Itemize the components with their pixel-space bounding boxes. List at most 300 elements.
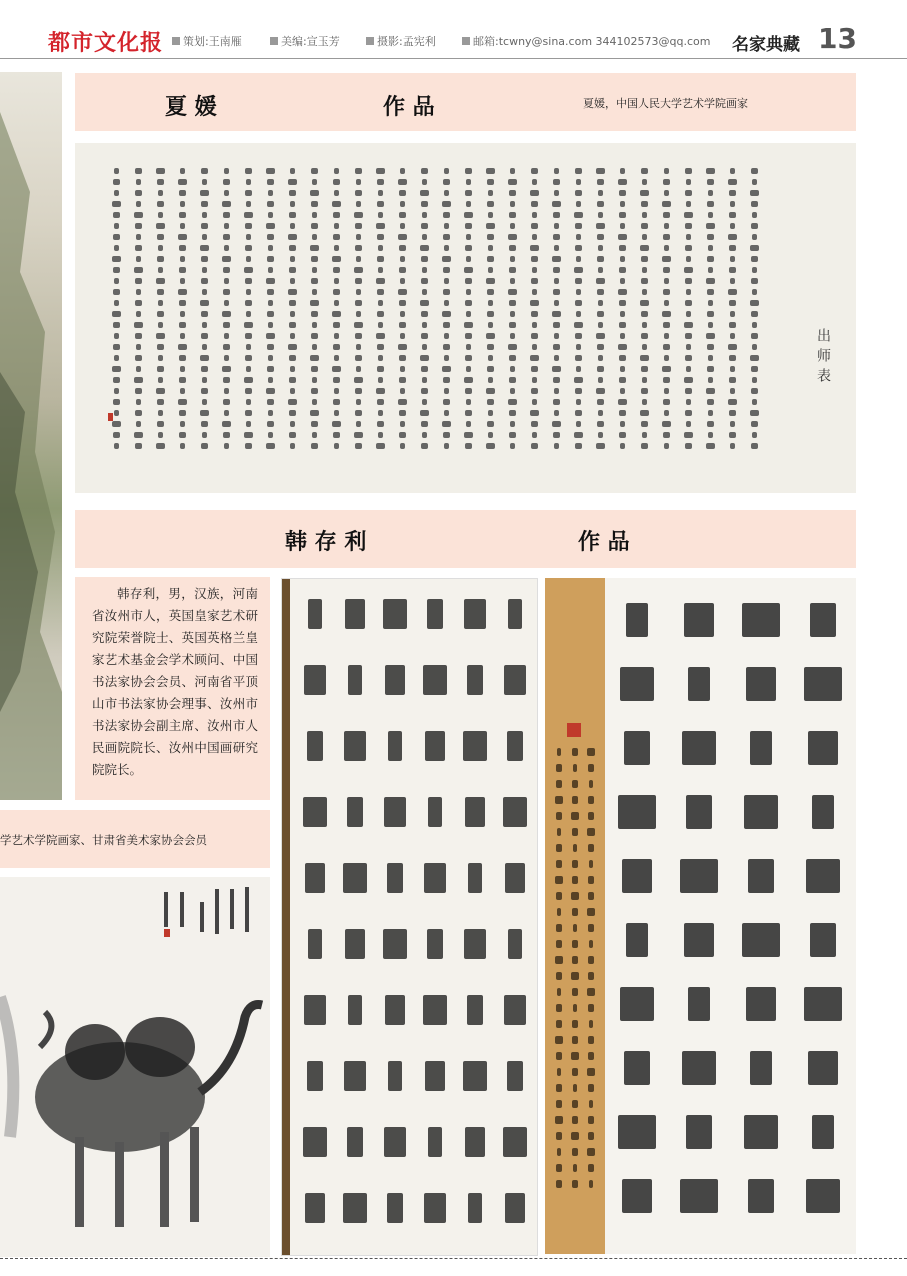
- calligraphy-glyph: [267, 311, 275, 317]
- calligraphy-glyph: [356, 201, 362, 207]
- calligraphy-glyph: [290, 256, 295, 262]
- calligraphy-glyph: [444, 190, 450, 196]
- calligraphy-glyph: [618, 344, 627, 350]
- calligraphy-glyph: [421, 201, 428, 207]
- calligraphy-glyph: [311, 278, 319, 284]
- calligraphy-glyph: [554, 223, 559, 229]
- calligraphy-glyph: [553, 212, 560, 218]
- calligraphy-glyph: [427, 599, 444, 629]
- calligraphy-glyph: [486, 388, 495, 394]
- calligraphy-glyph: [575, 410, 583, 416]
- calligraphy-chushibiao: [75, 143, 856, 493]
- calligraphy-glyph: [708, 300, 713, 306]
- calligraphy-glyph: [664, 388, 669, 394]
- calligraphy-glyph: [444, 355, 450, 361]
- calligraphy-glyph: [157, 399, 164, 405]
- calligraphy-glyph: [487, 256, 495, 262]
- calligraphy-glyph: [556, 1180, 561, 1188]
- calligraphy-glyph: [179, 432, 187, 438]
- calligraphy-glyph: [752, 377, 757, 383]
- calligraphy-glyph: [575, 245, 583, 251]
- calligraphy-glyph: [267, 399, 274, 405]
- calligraphy-glyph: [114, 333, 119, 339]
- calligraphy-glyph: [384, 1127, 406, 1157]
- calligraphy-glyph: [588, 972, 593, 980]
- calligraphy-glyph: [113, 432, 120, 438]
- calligraphy-glyph: [311, 443, 319, 449]
- calligraphy-glyph: [588, 812, 593, 820]
- calligraphy-glyph: [334, 333, 339, 339]
- calligraphy-glyph: [135, 443, 142, 449]
- calligraphy-glyph: [246, 399, 251, 405]
- calligraphy-glyph: [290, 333, 296, 339]
- calligraphy-glyph: [588, 1116, 595, 1124]
- calligraphy-glyph: [806, 1179, 840, 1213]
- calligraphy-glyph: [531, 388, 539, 394]
- calligraphy-glyph: [730, 421, 735, 427]
- calligraphy-glyph: [663, 212, 670, 218]
- calligraphy-glyph: [751, 201, 758, 207]
- calligraphy-glyph: [487, 289, 494, 295]
- calligraphy-glyph: [442, 256, 451, 262]
- calligraphy-glyph: [112, 201, 121, 207]
- calligraphy-glyph: [748, 1179, 774, 1213]
- calligraphy-glyph: [575, 278, 582, 284]
- calligraphy-glyph: [572, 1020, 579, 1028]
- calligraphy-glyph: [355, 190, 363, 196]
- calligraphy-glyph: [422, 179, 428, 185]
- page-number: 13: [818, 22, 857, 55]
- calligraphy-glyph: [180, 311, 185, 317]
- calligraphy-glyph: [444, 410, 450, 416]
- calligraphy-glyph: [664, 300, 670, 306]
- calligraphy-glyph: [488, 212, 494, 218]
- calligraphy-glyph: [134, 377, 143, 383]
- calligraphy-glyph: [575, 443, 582, 449]
- calligraphy-glyph: [224, 278, 229, 284]
- calligraphy-glyph: [808, 731, 838, 765]
- calligraphy-glyph: [156, 388, 165, 394]
- calligraphy-glyph: [289, 432, 297, 438]
- calligraphy-glyph: [556, 924, 563, 932]
- calligraphy-glyph: [684, 377, 693, 383]
- calligraphy-glyph: [136, 289, 141, 295]
- calligraphy-glyph: [246, 289, 251, 295]
- calligraphy-glyph: [135, 278, 142, 284]
- inscription-strip: [545, 578, 605, 1254]
- calligraphy-glyph: [574, 377, 583, 383]
- calligraphy-glyph: [663, 432, 670, 438]
- calligraphy-glyph: [531, 256, 538, 262]
- calligraphy-glyph: [223, 234, 231, 240]
- calligraphy-glyph: [588, 892, 593, 900]
- calligraphy-glyph: [556, 1164, 563, 1172]
- calligraphy-glyph: [486, 223, 495, 229]
- calligraphy-glyph: [202, 399, 208, 405]
- calligraphy-glyph: [201, 278, 209, 284]
- calligraphy-glyph: [750, 1051, 772, 1085]
- calligraphy-glyph: [311, 388, 319, 394]
- calligraphy-glyph: [510, 223, 516, 229]
- calligraphy-glyph: [553, 377, 560, 383]
- calligraphy-glyph: [113, 234, 121, 240]
- calligraphy-glyph: [573, 1164, 577, 1172]
- calligraphy-glyph: [384, 797, 406, 827]
- calligraphy-glyph: [158, 245, 163, 251]
- calligraphy-glyph: [684, 603, 714, 637]
- calligraphy-glyph: [505, 1193, 525, 1223]
- calligraphy-glyph: [686, 256, 692, 262]
- calligraphy-glyph: [267, 234, 274, 240]
- calligraphy-glyph: [552, 311, 561, 317]
- calligraphy-glyph: [135, 190, 143, 196]
- calligraphy-column: [726, 168, 739, 454]
- mountain-icon: [0, 72, 62, 800]
- calligraphy-glyph: [420, 300, 429, 306]
- calligraphy-glyph: [575, 223, 582, 229]
- calligraphy-glyph: [387, 863, 404, 893]
- calligraphy-glyph: [421, 311, 428, 317]
- calligraphy-glyph: [202, 344, 208, 350]
- calligraphy-glyph: [684, 322, 693, 328]
- calligraphy-glyph: [378, 267, 384, 273]
- calligraphy-glyph: [304, 665, 326, 695]
- calligraphy-glyph: [356, 366, 362, 372]
- calligraphy-glyph: [355, 355, 363, 361]
- calligraphy-glyph: [267, 289, 274, 295]
- calligraphy-glyph: [421, 421, 428, 427]
- calligraphy-glyph: [752, 212, 757, 218]
- calligraphy-glyph: [685, 355, 693, 361]
- calligraphy-glyph: [312, 234, 318, 240]
- calligraphy-glyph: [157, 366, 165, 372]
- calligraphy-glyph: [268, 432, 274, 438]
- calligraphy-glyph: [180, 366, 185, 372]
- calligraphy-glyph: [730, 388, 736, 394]
- calligraphy-glyph: [532, 234, 538, 240]
- calligraphy-glyph: [620, 667, 654, 701]
- calligraphy-glyph: [510, 311, 515, 317]
- calligraphy-column: [396, 168, 409, 454]
- calligraphy-glyph: [505, 863, 525, 893]
- calligraphy-glyph: [200, 300, 209, 306]
- calligraphy-glyph: [488, 267, 494, 273]
- calligraphy-glyph: [310, 355, 319, 361]
- calligraphy-glyph: [246, 234, 251, 240]
- calligraphy-glyph: [268, 267, 274, 273]
- calligraphy-glyph: [377, 256, 385, 262]
- calligraphy-glyph: [224, 355, 230, 361]
- calligraphy-glyph: [468, 863, 482, 893]
- calligraphy-glyph: [640, 190, 649, 196]
- calligraphy-glyph: [552, 256, 561, 262]
- calligraphy-glyph: [442, 201, 451, 207]
- calligraphy-glyph: [334, 410, 340, 416]
- calligraphy-glyph: [707, 399, 714, 405]
- calligraphy-glyph: [663, 344, 671, 350]
- calligraphy-glyph: [420, 245, 429, 251]
- calligraphy-glyph: [812, 1115, 834, 1149]
- calligraphy-glyph: [156, 168, 165, 174]
- calligraphy-glyph: [572, 860, 579, 868]
- calligraphy-glyph: [509, 355, 516, 361]
- calligraphy-glyph: [157, 289, 164, 295]
- calligraphy-glyph: [245, 355, 253, 361]
- calligraphy-glyph: [685, 168, 692, 174]
- calligraphy-glyph: [686, 344, 691, 350]
- calligraphy-glyph: [312, 212, 317, 218]
- calligraphy-glyph: [619, 377, 627, 383]
- calligraphy-glyph: [508, 179, 517, 185]
- calligraphy-glyph: [222, 256, 231, 262]
- calligraphy-glyph: [345, 599, 365, 629]
- calligraphy-column: [380, 599, 410, 1259]
- calligraphy-glyph: [556, 940, 561, 948]
- calligraphy-glyph: [508, 929, 522, 959]
- calligraphy-glyph: [305, 863, 325, 893]
- calligraphy-glyph: [467, 665, 484, 695]
- calligraphy-glyph: [312, 289, 318, 295]
- calligraphy-glyph: [573, 1004, 577, 1012]
- calligraphy-glyph: [290, 168, 296, 174]
- calligraphy-glyph: [556, 892, 562, 900]
- calligraphy-glyph: [729, 377, 737, 383]
- calligraphy-glyph: [729, 300, 736, 306]
- calligraphy-glyph: [487, 311, 495, 317]
- calligraphy-glyph: [399, 300, 406, 306]
- calligraphy-glyph: [510, 443, 516, 449]
- calligraphy-glyph: [246, 421, 252, 427]
- calligraphy-glyph: [488, 322, 494, 328]
- calligraphy-glyph: [399, 212, 407, 218]
- calligraphy-glyph: [708, 322, 714, 328]
- calligraphy-column: [484, 168, 497, 454]
- calligraphy-glyph: [751, 311, 758, 317]
- calligraphy-glyph: [486, 168, 495, 174]
- calligraphy-glyph: [347, 1127, 364, 1157]
- calligraphy-glyph: [752, 432, 757, 438]
- calligraphy-glyph: [334, 278, 339, 284]
- calligraphy-glyph: [178, 289, 187, 295]
- calligraphy-glyph: [684, 267, 693, 273]
- calligraphy-glyph: [729, 355, 736, 361]
- calligraphy-glyph: [751, 421, 758, 427]
- calligraphy-glyph: [751, 333, 759, 339]
- calligraphy-glyph: [751, 256, 758, 262]
- calligraphy-glyph: [531, 366, 538, 372]
- calligraphy-glyph: [268, 212, 274, 218]
- calligraphy-glyph: [685, 333, 692, 339]
- calligraphy-glyph: [730, 311, 735, 317]
- calligraphy-glyph: [245, 168, 252, 174]
- calligraphy-glyph: [598, 190, 603, 196]
- calligraphy-glyph: [641, 333, 649, 339]
- calligraphy-glyph: [424, 863, 446, 893]
- calligraphy-glyph: [641, 388, 649, 394]
- calligraphy-glyph: [310, 410, 319, 416]
- calligraphy-glyph: [200, 355, 209, 361]
- calligraphy-glyph: [244, 432, 253, 438]
- calligraphy-glyph: [466, 421, 472, 427]
- calligraphy-glyph: [399, 355, 406, 361]
- calligraphy-glyph: [377, 311, 385, 317]
- calligraphy-glyph: [310, 190, 319, 196]
- calligraphy-glyph: [464, 377, 473, 383]
- calligraphy-glyph: [663, 399, 671, 405]
- calligraphy-glyph: [421, 168, 429, 174]
- calligraphy-glyph: [557, 1068, 561, 1076]
- calligraphy-glyph: [334, 443, 339, 449]
- calligraphy-glyph: [752, 289, 758, 295]
- calligraphy-glyph: [464, 212, 473, 218]
- calligraphy-glyph: [532, 212, 537, 218]
- calligraphy-glyph: [465, 355, 473, 361]
- calligraphy-glyph: [134, 432, 143, 438]
- calligraphy-glyph: [424, 1193, 446, 1223]
- calligraphy-glyph: [573, 1084, 577, 1092]
- calligraphy-glyph: [556, 1020, 561, 1028]
- calligraphy-glyph: [750, 300, 759, 306]
- calligraphy-glyph: [596, 443, 605, 449]
- calligraphy-glyph: [136, 344, 141, 350]
- calligraphy-glyph: [509, 212, 517, 218]
- calligraphy-glyph: [356, 179, 361, 185]
- calligraphy-glyph: [421, 278, 429, 284]
- calligraphy-glyph: [487, 201, 495, 207]
- calligraphy-glyph: [553, 179, 561, 185]
- calligraphy-glyph: [622, 1179, 652, 1213]
- calligraphy-glyph: [465, 278, 472, 284]
- calligraphy-glyph: [598, 245, 603, 251]
- calligraphy-glyph: [305, 1193, 325, 1223]
- calligraphy-glyph: [202, 432, 207, 438]
- calligraphy-glyph: [530, 410, 539, 416]
- calligraphy-glyph: [589, 1180, 593, 1188]
- calligraphy-glyph: [641, 278, 649, 284]
- calligraphy-glyph: [557, 988, 561, 996]
- calligraphy-glyph: [378, 410, 383, 416]
- calligraphy-glyph: [596, 168, 605, 174]
- calligraphy-glyph: [465, 300, 473, 306]
- calligraphy-glyph: [246, 201, 252, 207]
- calligraphy-glyph: [377, 344, 384, 350]
- clerical-columns: [605, 578, 856, 1254]
- calligraphy-glyph: [680, 1179, 718, 1213]
- calligraphy-glyph: [619, 355, 626, 361]
- calligraphy-glyph: [157, 234, 164, 240]
- calligraphy-glyph: [422, 344, 428, 350]
- calligraphy-glyph: [312, 377, 317, 383]
- calligraphy-glyph: [355, 245, 363, 251]
- calligraphy-glyph: [531, 421, 538, 427]
- calligraphy-glyph: [588, 1052, 593, 1060]
- calligraphy-glyph: [334, 190, 340, 196]
- calligraphy-glyph: [311, 201, 318, 207]
- calligraphy-glyph: [114, 355, 120, 361]
- calligraphy-glyph: [334, 168, 339, 174]
- calligraphy-glyph: [463, 1061, 488, 1091]
- calligraphy-glyph: [135, 388, 142, 394]
- calligraphy-glyph: [510, 366, 515, 372]
- calligraphy-glyph: [641, 366, 648, 372]
- calligraphy-column: [550, 168, 563, 454]
- calligraphy-glyph: [180, 223, 186, 229]
- calligraphy-glyph: [135, 410, 143, 416]
- calligraphy-glyph: [620, 201, 625, 207]
- calligraphy-glyph: [443, 179, 451, 185]
- calligraphy-glyph: [355, 443, 362, 449]
- calligraphy-column: [739, 603, 783, 1243]
- calligraphy-glyph: [134, 322, 143, 328]
- calligraphy-glyph: [750, 410, 759, 416]
- calligraphy-glyph: [503, 797, 528, 827]
- calligraphy-glyph: [157, 201, 165, 207]
- calligraphy-glyph: [688, 667, 710, 701]
- calligraphy-glyph: [223, 344, 231, 350]
- calligraphy-glyph: [597, 256, 605, 262]
- calligraphy-glyph: [624, 1051, 650, 1085]
- calligraphy-glyph: [289, 267, 297, 273]
- calligraphy-glyph: [620, 388, 626, 394]
- calligraphy-glyph: [663, 267, 670, 273]
- calligraphy-glyph: [555, 956, 563, 964]
- calligraphy-glyph: [114, 278, 119, 284]
- calligraphy-columns: [75, 143, 856, 493]
- calligraphy-glyph: [729, 322, 737, 328]
- calligraphy-glyph: [399, 377, 407, 383]
- calligraphy-glyph: [136, 399, 141, 405]
- calligraphy-glyph: [223, 289, 231, 295]
- calligraphy-column: [440, 168, 453, 454]
- calligraphy-glyph: [682, 731, 716, 765]
- calligraphy-glyph: [465, 223, 472, 229]
- calligraphy-glyph: [468, 1193, 482, 1223]
- calligraphy-glyph: [572, 796, 577, 804]
- calligraphy-glyph: [246, 311, 252, 317]
- calligraphy-glyph: [290, 223, 296, 229]
- calligraphy-glyph: [509, 410, 516, 416]
- calligraphy-glyph: [179, 267, 187, 273]
- calligraphy-glyph: [378, 245, 383, 251]
- calligraphy-glyph: [290, 201, 295, 207]
- calligraphy-glyph: [531, 201, 538, 207]
- calligraphy-glyph: [620, 987, 654, 1021]
- calligraphy-glyph: [200, 245, 209, 251]
- calligraphy-glyph: [158, 355, 163, 361]
- calligraphy-glyph: [729, 212, 737, 218]
- calligraphy-glyph: [303, 1127, 328, 1157]
- calligraphy-glyph: [266, 278, 275, 284]
- calligraphy-glyph: [664, 410, 670, 416]
- calligraphy-glyph: [422, 322, 427, 328]
- calligraphy-glyph: [422, 234, 428, 240]
- artist1-name: 夏 媛: [165, 94, 217, 120]
- calligraphy-glyph: [387, 1193, 404, 1223]
- calligraphy-glyph: [180, 421, 185, 427]
- calligraphy-glyph: [706, 443, 715, 449]
- calligraphy-glyph: [312, 322, 317, 328]
- calligraphy-glyph: [553, 344, 561, 350]
- calligraphy-glyph: [245, 388, 252, 394]
- calligraphy-glyph: [289, 190, 296, 196]
- calligraphy-glyph: [202, 322, 207, 328]
- calligraphy-glyph: [356, 311, 362, 317]
- calligraphy-column: [300, 599, 330, 1259]
- calligraphy-glyph: [618, 399, 627, 405]
- calligraphy-glyph: [399, 245, 406, 251]
- calligraphy-glyph: [245, 190, 253, 196]
- calligraphy-glyph: [686, 289, 691, 295]
